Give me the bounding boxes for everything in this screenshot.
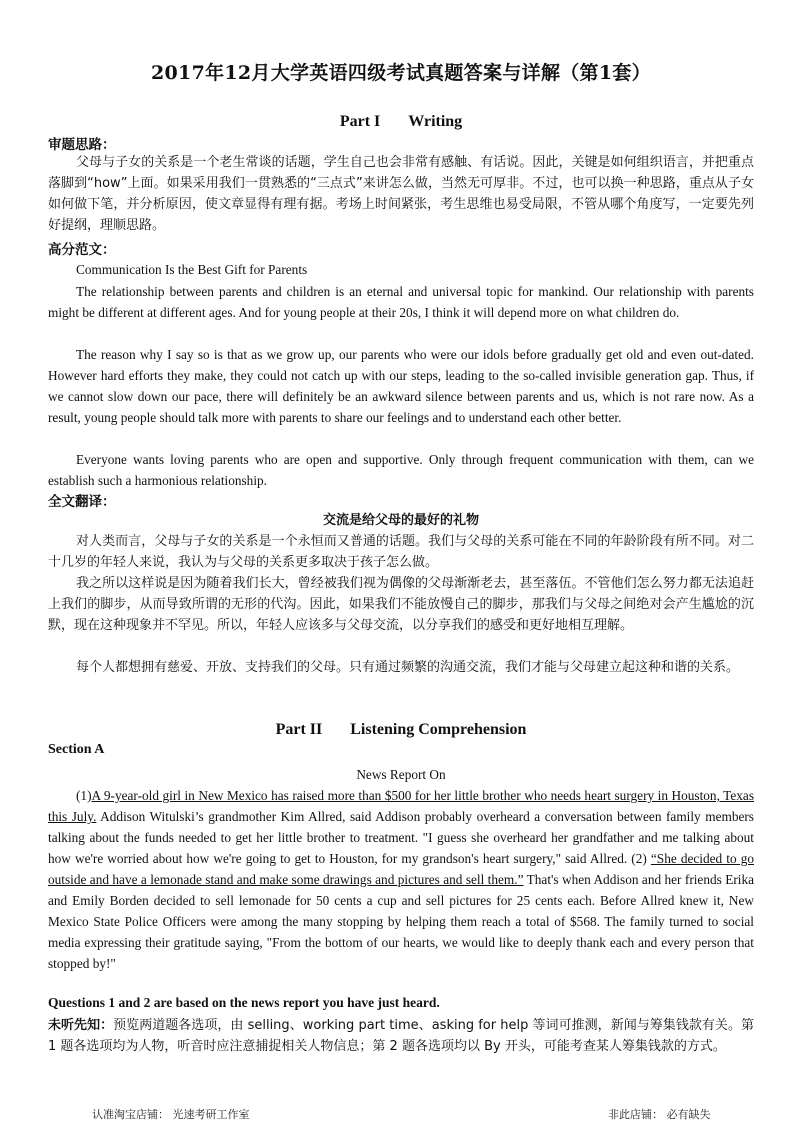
shenti-label: 审题思路： bbox=[48, 137, 116, 153]
weiting-text: 预览两道题各选项，由 selling、working part time、asking for help 等词可推测，新闻与筹集钱款有关。第 1 题各选项均为人物，听音时应注意捕捉相关人物信息；第 2 题各选项均以 By 开头，可能考查某人筹集钱款的方式。 bbox=[48, 1018, 754, 1054]
fanwen-label: 高分范文： bbox=[48, 242, 116, 258]
footer-left: 认准淘宝店铺： 光速考研工作室 bbox=[92, 1108, 250, 1121]
weiting-label: 未听先知： bbox=[48, 1018, 114, 1033]
essay-paragraph-2: The reason why I say so is that as we grow up, our parents who were our idols before gradually get old and even out-dated. However hard efforts they make, they could not catch up with our steps, leading to the so-called invisible generation gap. Thus, if we cannot slow down our pace, there will definitely be an awkward silence between parents and us, which is not rare now. As a result, young people should talk more with parents to share our feelings and to understand each other better. bbox=[48, 347, 754, 425]
news-report-text bbox=[48, 785, 754, 974]
news-text-2: That's when Addison and her friends Erika and Emily Borden decided to sell lemonade for 50 cents a cup and sell pictures for 25 cents each. Before Allred knew it, New Mexico State Police Officers were among the many stopping by helping them reach a total of $568. The family turned to social media expressing their gratitude saying, "From the bottom of our hearts, we would like to deeply thank each and every person that stopped by!" bbox=[48, 872, 754, 971]
page-title: 2017年12月大学英语四级考试真题答案与详解（第1套） bbox=[151, 62, 651, 84]
essay-paragraph-3: Everyone wants loving parents who are open and supportive. Only through frequent communication with them, can we establish such a harmonious relationship. bbox=[48, 452, 754, 488]
news-heading: News Report On bbox=[356, 767, 446, 782]
news-underlined-2: “She decided to go outside and have a lemonade stand and make some drawings and pictures and sell them.” bbox=[48, 851, 754, 887]
translation-paragraph-3: 每个人都想拥有慈爱、开放、支持我们的父母。只有通过频繁的沟通交流，我们才能与父母建立起这种和谐的关系。 bbox=[76, 660, 740, 675]
weiting-paragraph bbox=[48, 1015, 754, 1057]
part-2-label: Part II bbox=[275, 721, 323, 738]
translation-title: 交流是给父母的最好的礼物 bbox=[322, 513, 479, 528]
footer-right: 非此店铺： 必有缺失 bbox=[608, 1108, 711, 1121]
part-2-name: Listening Comprehension bbox=[350, 721, 527, 738]
shenti-text: 父母与子女的关系是一个老生常谈的话题，学生自己也会非常有感触、有话说。因此，关键是如何组织语言，并把重点落脚到“how”上面。如果采用我们一贯熟悉的“三点式”来讲怎么做，当然无可厚非。不过，也可以换一种思路，重点从子女如何做下笔，并分析原因，使文章显得有理有据。考场上时间紧张，考生思维也易受局限，不管从哪个角度写，一定要先列好提纲，理顺思路。 bbox=[48, 155, 754, 233]
essay-title: Communication Is the Best Gift for Parents bbox=[76, 262, 308, 277]
part-1-heading bbox=[48, 113, 754, 131]
news-underlined-1: A 9-year-old girl in New Mexico has raised more than $500 for her little brother who needs heart surgery in Houston, Texas this July. bbox=[48, 788, 754, 824]
part-1-label: Part I bbox=[339, 113, 381, 130]
essay-paragraph-1: The relationship between parents and children is an eternal and universal topic for mankind. Our relationship with parents might be different at different ages. And for young people at their 20s, I think it will depend more on what children do. bbox=[48, 284, 754, 320]
part-2-heading bbox=[48, 721, 754, 739]
news-text-1: Addison Witulski’s grandmother Kim Allred, said Addison probably overheard a conversation between family members talking about the funds needed to get her little brother to treatment. "I guess she overheard her grandfather and me talking about how we're worried about how we're going to get to Houston, for my grandson's heart surgery," said Allred. (2) bbox=[48, 809, 754, 866]
news-marker-1: (1) bbox=[76, 788, 92, 803]
translation-paragraph-1: 对人类而言，父母与子女的关系是一个永恒而又普通的话题。我们与父母的关系可能在不同的年龄阶段有所不同。对二十几岁的年轻人来说，我认为与父母的关系更多取决于孩子怎么做。 bbox=[48, 534, 754, 570]
translation-paragraph-2: 我之所以这样说是因为随着我们长大，曾经被我们视为偶像的父母渐渐老去，甚至落伍。不管他们怎么努力都无法追赶上我们的脚步，从而导致所谓的无形的代沟。因此，如果我们不能放慢自己的脚步，那我们与父母之间绝对会产生尴尬的沉默，现在这种现象并不罕见。所以，年轻人应该多与父母交流，以分享我们的感受和更好地相互理解。 bbox=[48, 576, 754, 633]
part-1-name: Writing bbox=[408, 113, 463, 130]
questions-heading: Questions 1 and 2 are based on the news report you have just heard. bbox=[48, 995, 440, 1010]
section-a-heading: Section A bbox=[48, 742, 105, 757]
fanyi-label: 全文翻译： bbox=[48, 494, 116, 510]
